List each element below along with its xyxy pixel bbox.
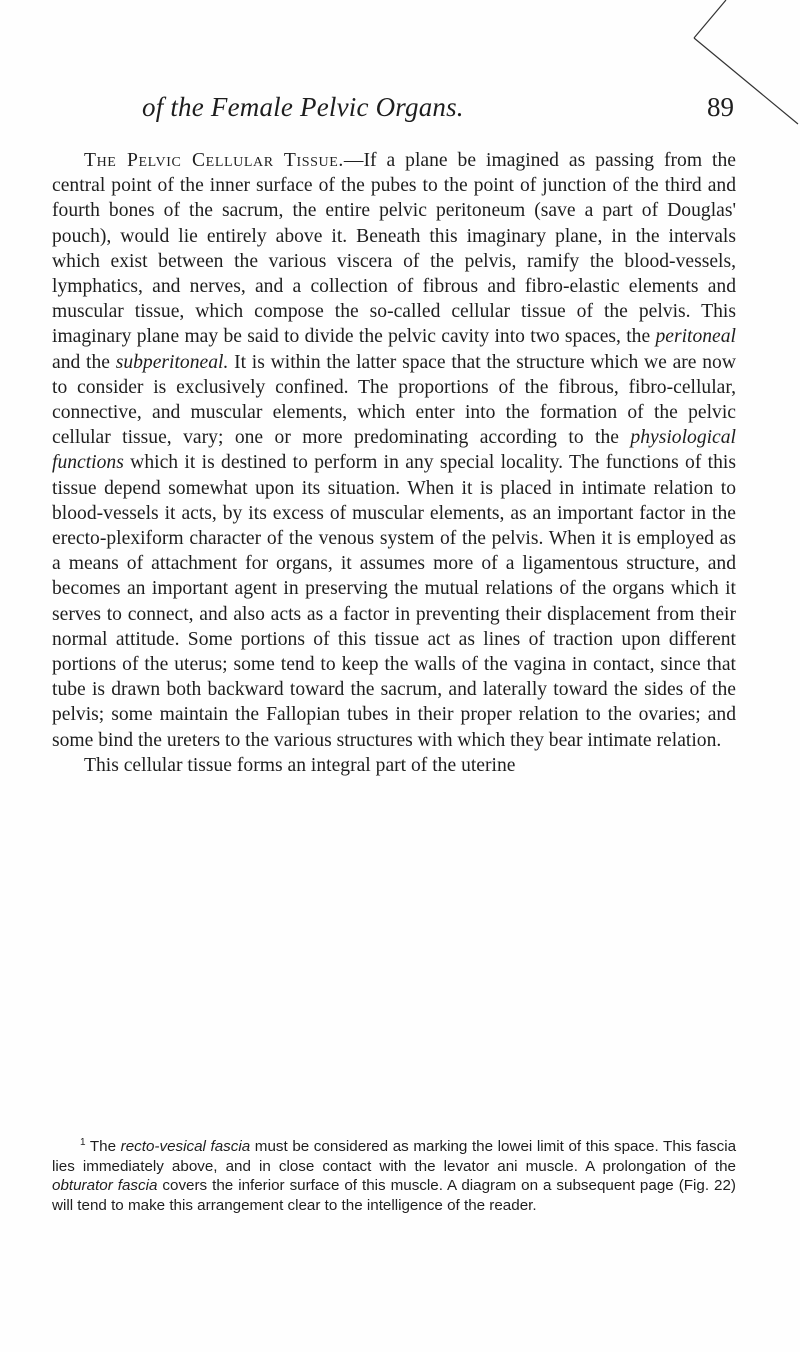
emphasis-peritoneal: peritoneal [655,326,736,348]
emphasis-obturator-fascia: obturator fascia [52,1177,158,1195]
emphasis-recto-vesical-fascia: recto-vesical fascia [120,1138,251,1155]
emphasis-physiological-functions: physiological functions [52,427,736,474]
footnote-marker: 1 [80,1136,86,1148]
running-head [142,92,734,132]
text-run: —If a plane be imagined as passing from the central point of the inner surface of the pubes to the point of junction of the third and fourth bones of the sacrum, the entire pelvic peritoneum (save a part of Douglas' pouch), would lie entirely above it. Beneath this imaginary plane, in the intervals which exist between the various viscera of the pelvis, ramify the blood-vessels, lymphatics, and nerves, and a collection of fibrous and fibro-elastic elements and muscular tissue, which compose the so-called cellular tissue of the pelvis. This imaginary plane may be said to divide the pelvic cavity into two spaces, the [52,150,736,348]
text-run: It is within the latter space that the structure which we are now to consider is exclusively confined. The proportions of the fibrous, fibro-cellular, connective, and muscular elements, which enter into the formation of the pelvic cellular tissue, vary; one or more predominating according to the [52,351,736,449]
text-run: This cellular tissue forms an integral part of the uterine [84,754,516,776]
running-title: of the Female Pelvic Organs. [142,92,464,122]
text-run: covers the inferior surface of this muscle. A diagram on a subsequent page (Fig. 22) will tend to make this arrangement clear to the intelligence of the reader. [52,1177,736,1214]
paragraph-pelvic-cellular-tissue [52,148,736,753]
text-run: which it is destined to perform in any special locality. The functions of this tissue depend somewhat upon its situation. When it is placed in intimate relation to blood-vessels it acts, by its excess of muscular elements, as an important factor in the erecto-plexiform character of the venous system of the pelvis. When it is employed as a means of attachment for organs, it assumes more of a ligamentous structure, and becomes an important agent in preserving the mutual relations of the organs which it serves to connect, and also acts as a factor in preventing their displacement from their normal attitude. Some portions of this tissue act as lines of traction upon different portions of the uterus; some tend to keep the walls of the vagina in contact, since that tube is drawn both backward toward the sacrum, and laterally toward the sides of the pelvis; some maintain the Fallopian tubes in their proper relation to the ovaries; and some bind the ureters to the various structures with which they bear intimate relation. [52,452,736,751]
paragraph-cellular-tissue-uterine [52,753,736,778]
footnote [52,1137,736,1215]
text-run: and the [52,351,116,373]
text-run: must be considered as marking the lowei limit of this space. This fascia lies immediately above, and in close contact with the levator ani muscle. A prolongation of the [52,1138,737,1175]
text-run: The [85,1138,121,1155]
page-number: 89 [707,92,734,122]
emphasis-subperitoneal: subperitoneal. [115,351,229,373]
body-text [52,148,736,778]
section-heading: The Pelvic Cellular Tissue. [84,150,344,171]
